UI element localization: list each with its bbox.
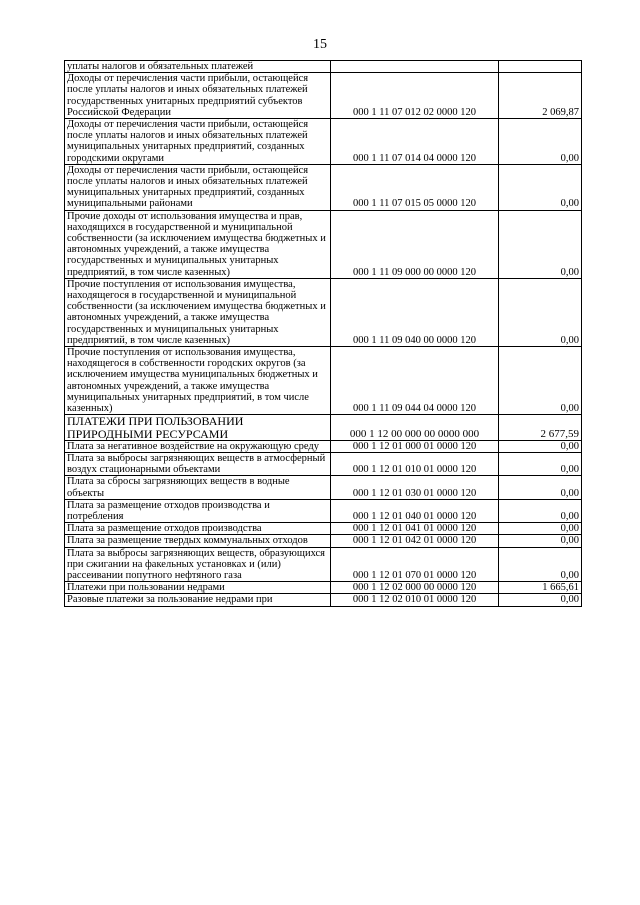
row-code-cell: 000 1 12 02 010 01 0000 120 bbox=[331, 594, 499, 606]
table-body bbox=[65, 61, 582, 607]
row-name-cell: Плата за размещение твердых коммунальных отходов bbox=[65, 535, 331, 547]
row-name-cell: Плата за размещение отходов производства bbox=[65, 523, 331, 535]
table-row bbox=[65, 547, 582, 582]
row-amount-cell: 0,00 bbox=[499, 164, 582, 210]
row-amount-cell: 0,00 bbox=[499, 476, 582, 499]
row-amount-cell: 0,00 bbox=[499, 523, 582, 535]
table-row bbox=[65, 499, 582, 522]
row-name-cell: Плата за выбросы загрязняющих веществ в атмосферный воздух стационарными объектами bbox=[65, 452, 331, 475]
row-code-cell: 000 1 11 09 044 04 0000 120 bbox=[331, 347, 499, 415]
table-row bbox=[65, 278, 582, 346]
row-code-cell: 000 1 12 01 042 01 0000 120 bbox=[331, 535, 499, 547]
row-name-cell: Прочие доходы от использования имущества и прав, находящихся в государственной и муниципальной собственности (за исключением имущества бюджетных и автономных учреждений, а также имущества государственных и муниципальных унитарных предприятий, в том числе казенных) bbox=[65, 210, 331, 278]
table-row bbox=[65, 523, 582, 535]
table-row bbox=[65, 582, 582, 594]
table-row bbox=[65, 594, 582, 606]
row-name-cell: Плата за размещение отходов производства и потребления bbox=[65, 499, 331, 522]
row-amount-cell: 0,00 bbox=[499, 347, 582, 415]
table-row bbox=[65, 347, 582, 415]
row-amount-cell: 1 665,61 bbox=[499, 582, 582, 594]
table-row bbox=[65, 210, 582, 278]
table-row bbox=[65, 476, 582, 499]
page-number: 15 bbox=[313, 37, 327, 52]
row-name-cell: Доходы от перечисления части прибыли, остающейся после уплаты налогов и иных обязательных платежей муниципальных унитарных предприятий, созданных муниципальными районами bbox=[65, 164, 331, 210]
row-amount-cell: 0,00 bbox=[499, 210, 582, 278]
row-code-cell: 000 1 12 01 040 01 0000 120 bbox=[331, 499, 499, 522]
table-row bbox=[65, 73, 582, 119]
row-name-cell: Доходы от перечисления части прибыли, остающейся после уплаты налогов и иных обязательных платежей муниципальных унитарных предприятий, созданных городскими округами bbox=[65, 119, 331, 165]
row-amount-cell: 2 069,87 bbox=[499, 73, 582, 119]
row-name-cell: Доходы от перечисления части прибыли, остающейся после уплаты налогов и иных обязательных платежей государственных унитарных предприятий субъектов Российской Федерации bbox=[65, 73, 331, 119]
row-amount-cell: 0,00 bbox=[499, 594, 582, 606]
row-amount-cell: 0,00 bbox=[499, 278, 582, 346]
row-amount-cell: 0,00 bbox=[499, 440, 582, 452]
table-row bbox=[65, 440, 582, 452]
row-amount-cell: 0,00 bbox=[499, 119, 582, 165]
table-row bbox=[65, 452, 582, 475]
row-amount-cell bbox=[499, 61, 582, 73]
row-code-cell bbox=[331, 61, 499, 73]
row-name-cell: ПЛАТЕЖИ ПРИ ПОЛЬЗОВАНИИ ПРИРОДНЫМИ РЕСУРСАМИ bbox=[65, 415, 331, 440]
row-name-cell: Плата за выбросы загрязняющих веществ, образующихся при сжигании на факельных установках и (или) рассеивании попутного нефтяного газа bbox=[65, 547, 331, 582]
row-code-cell: 000 1 11 07 012 02 0000 120 bbox=[331, 73, 499, 119]
row-name-cell: уплаты налогов и обязательных платежей bbox=[65, 61, 331, 73]
row-code-cell: 000 1 12 01 070 01 0000 120 bbox=[331, 547, 499, 582]
table-row bbox=[65, 119, 582, 165]
row-code-cell: 000 1 12 00 000 00 0000 000 bbox=[331, 415, 499, 440]
budget-revenue-table bbox=[64, 60, 582, 607]
row-code-cell: 000 1 12 02 000 00 0000 120 bbox=[331, 582, 499, 594]
row-code-cell: 000 1 11 07 014 04 0000 120 bbox=[331, 119, 499, 165]
row-name-cell: Разовые платежи за пользование недрами при bbox=[65, 594, 331, 606]
row-name-cell: Прочие поступления от использования имущества, находящегося в государственной и муниципальной собственности (за исключением имущества бюджетных и автономных учреждений, а также имущества государственных и муниципальных унитарных предприятий, в том числе казенных) bbox=[65, 278, 331, 346]
row-code-cell: 000 1 11 09 000 00 0000 120 bbox=[331, 210, 499, 278]
row-code-cell: 000 1 11 09 040 00 0000 120 bbox=[331, 278, 499, 346]
row-code-cell: 000 1 12 01 041 01 0000 120 bbox=[331, 523, 499, 535]
row-name-cell: Плата за сбросы загрязняющих веществ в водные объекты bbox=[65, 476, 331, 499]
row-amount-cell: 2 677,59 bbox=[499, 415, 582, 440]
row-code-cell: 000 1 12 01 030 01 0000 120 bbox=[331, 476, 499, 499]
row-amount-cell: 0,00 bbox=[499, 535, 582, 547]
table-row bbox=[65, 415, 582, 440]
table-row bbox=[65, 61, 582, 73]
row-code-cell: 000 1 12 01 010 01 0000 120 bbox=[331, 452, 499, 475]
row-amount-cell: 0,00 bbox=[499, 452, 582, 475]
row-name-cell: Прочие поступления от использования имущества, находящегося в собственности городских округов (за исключением имущества муниципальных бюджетных и автономных учреждений, а также имущества муниципальных унитарных предприятий, в том числе казенных) bbox=[65, 347, 331, 415]
table-row bbox=[65, 164, 582, 210]
row-amount-cell: 0,00 bbox=[499, 499, 582, 522]
row-name-cell: Плата за негативное воздействие на окружающую среду bbox=[65, 440, 331, 452]
row-name-cell: Платежи при пользовании недрами bbox=[65, 582, 331, 594]
row-amount-cell: 0,00 bbox=[499, 547, 582, 582]
table-row bbox=[65, 535, 582, 547]
row-code-cell: 000 1 11 07 015 05 0000 120 bbox=[331, 164, 499, 210]
row-code-cell: 000 1 12 01 000 01 0000 120 bbox=[331, 440, 499, 452]
